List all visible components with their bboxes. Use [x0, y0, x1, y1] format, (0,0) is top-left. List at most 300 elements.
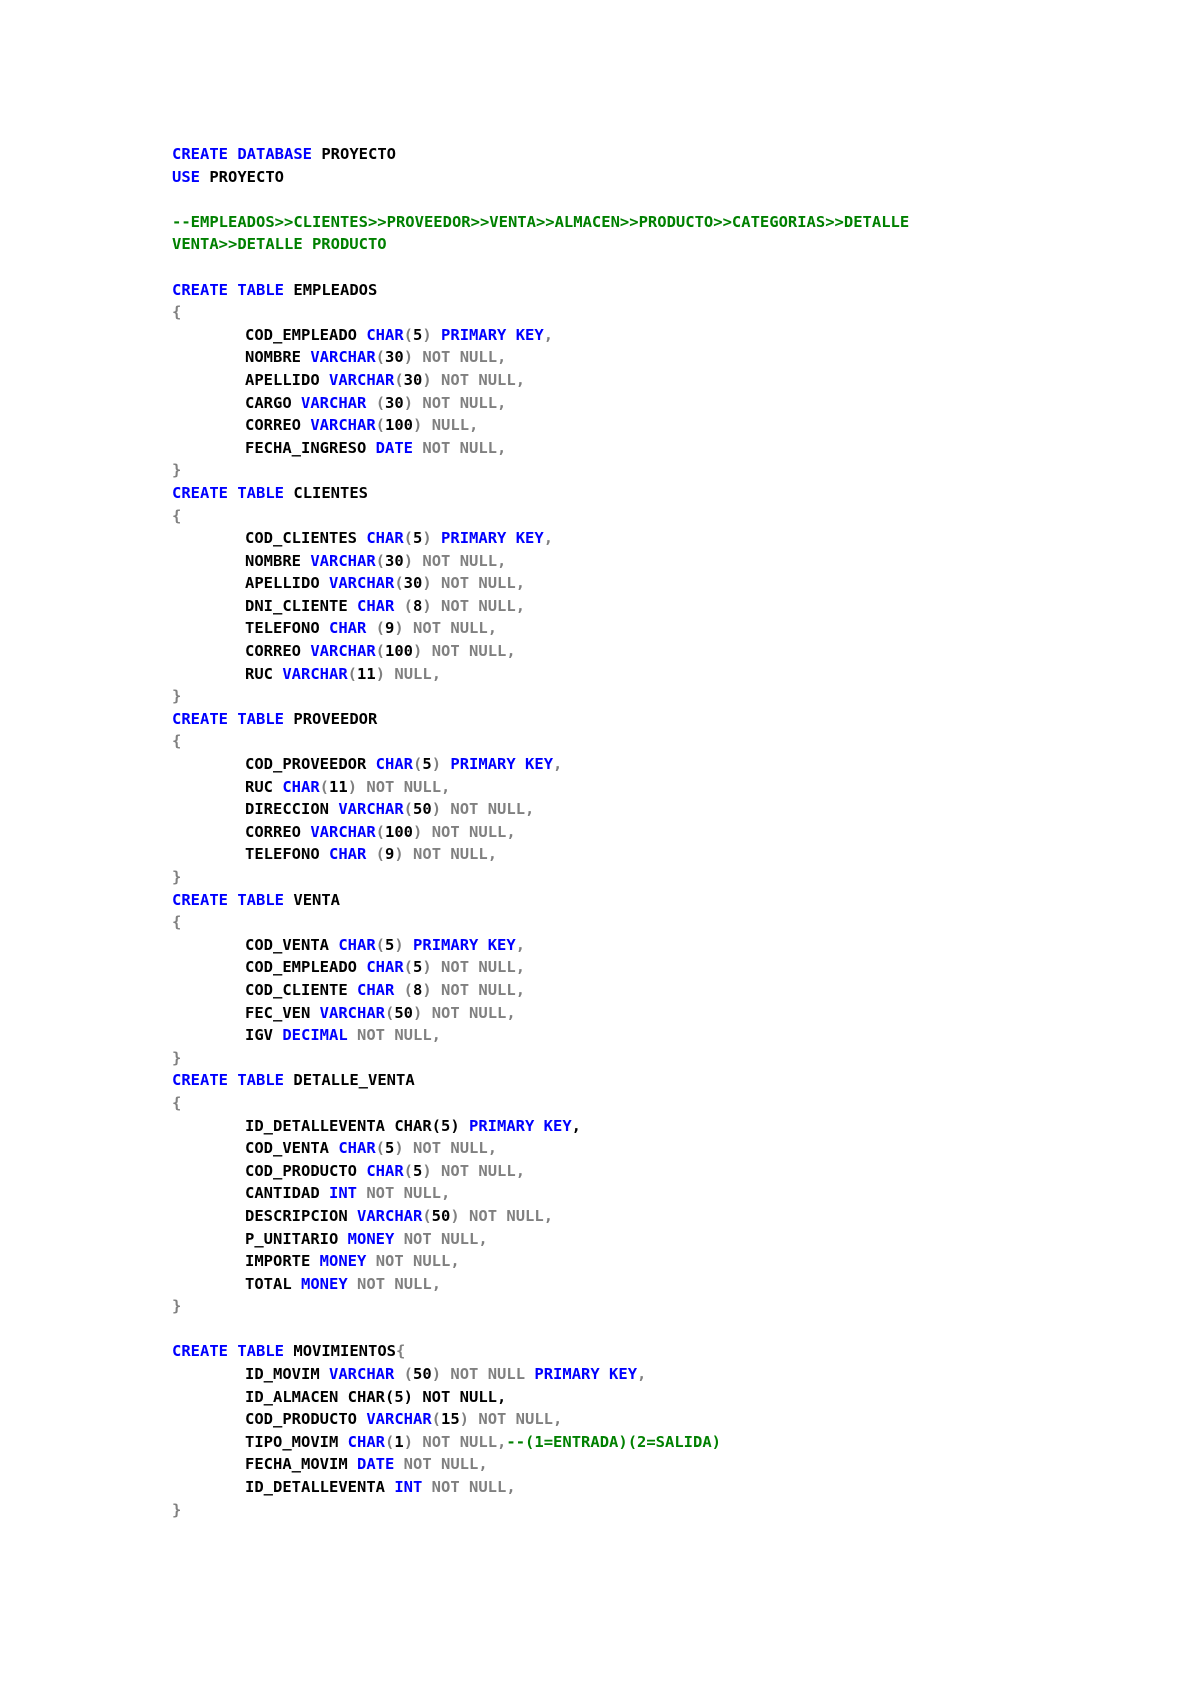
table-name: PROVEEDOR: [293, 709, 378, 728]
null-constraint: NOT NULL: [366, 777, 442, 796]
keyword: TABLE: [237, 483, 285, 502]
keyword: CHAR: [366, 325, 404, 344]
punctuation: ,: [441, 777, 451, 796]
punctuation: ): [459, 1410, 470, 1429]
size-value: 8: [413, 980, 423, 999]
punctuation: ): [403, 551, 414, 570]
punctuation: (: [375, 822, 386, 841]
column-name: COD_VENTA: [245, 935, 329, 954]
comment-line: --EMPLEADOS>>CLIENTES>>PROVEEDOR>>VENTA>>ALMACEN>>PRODUCTO>>CATEGORIAS>>DETALLE: [172, 212, 910, 231]
create-table-line: [172, 279, 1072, 302]
blank-line: [172, 256, 1072, 279]
punctuation: {: [396, 1342, 406, 1361]
column-line: [172, 414, 1072, 437]
keyword: VARCHAR: [366, 1410, 432, 1429]
keyword: VARCHAR: [310, 822, 376, 841]
punctuation: (: [403, 800, 414, 819]
null-constraint: NOT NULL: [413, 1139, 488, 1158]
column-name: IMPORTE: [245, 1252, 311, 1271]
column-name: TELEFONO: [245, 619, 320, 638]
size-value: 100: [385, 416, 414, 435]
column-name: ID_ALMACEN: [245, 1387, 339, 1406]
column-line: [172, 1137, 1072, 1160]
punctuation: ): [450, 1206, 460, 1225]
punctuation: (: [319, 777, 330, 796]
column-name: IGV: [245, 1026, 273, 1045]
size-value: 30: [385, 393, 404, 412]
keyword: KEY: [515, 325, 544, 344]
punctuation: ,: [543, 529, 554, 548]
punctuation: ,: [506, 642, 516, 661]
column-line: [172, 843, 1072, 866]
punctuation: (: [375, 551, 386, 570]
null-constraint: NULL: [431, 416, 470, 435]
column-line: [172, 1182, 1072, 1205]
column-name: RUC: [245, 664, 273, 683]
size-value: 30: [385, 348, 404, 367]
column-line: [172, 640, 1072, 663]
punctuation: ,: [497, 1432, 507, 1451]
brace-close: }: [172, 868, 182, 886]
size-value: 100: [385, 642, 414, 661]
keyword: CREATE: [172, 483, 228, 502]
size-value: 11: [357, 664, 376, 683]
column-line: [172, 1205, 1072, 1228]
keyword: CREATE: [172, 1071, 228, 1090]
punctuation: ,: [469, 416, 479, 435]
keyword: CREATE: [172, 890, 228, 909]
column-line: [172, 1431, 1072, 1454]
punctuation: ): [431, 800, 442, 819]
keyword: CHAR: [338, 1139, 376, 1158]
size-value: 1: [394, 1432, 404, 1451]
punctuation: ,: [637, 1365, 647, 1384]
size-value: 5: [385, 935, 395, 954]
punctuation: ): [394, 845, 404, 864]
inline-comment: --(1=ENTRADA)(2=SALIDA): [506, 1432, 722, 1451]
null-constraint: NOT NULL: [403, 1455, 479, 1474]
punctuation: ): [431, 1365, 442, 1384]
column-name: COD_PRODUCTO: [245, 1161, 357, 1180]
punctuation: ,: [515, 1161, 526, 1180]
column-name: APELLIDO: [245, 370, 320, 389]
keyword: PRIMARY: [441, 529, 507, 548]
punctuation: (: [375, 416, 386, 435]
punctuation: (: [385, 1432, 395, 1451]
size-value: 50: [413, 800, 432, 819]
size-value: 5: [413, 958, 423, 977]
keyword: VARCHAR: [357, 1206, 423, 1225]
null-constraint: NOT NULL: [357, 1274, 432, 1293]
punctuation: ,: [515, 958, 526, 977]
punctuation: ,: [515, 596, 526, 615]
size-value: 30: [403, 574, 423, 593]
keyword: CHAR: [375, 755, 413, 774]
null-constraint: NOT NULL: [441, 370, 516, 389]
brace-open: {: [172, 506, 182, 525]
punctuation: ): [413, 416, 423, 435]
punctuation: (: [403, 1365, 414, 1384]
column-name: COD_EMPLEADO: [245, 325, 357, 344]
column-line: [172, 1024, 1072, 1047]
create-table-line: [172, 1340, 1072, 1363]
size-value: 50: [431, 1206, 451, 1225]
column-name: COD_PRODUCTO: [245, 1410, 357, 1429]
punctuation: (: [403, 1161, 413, 1180]
punctuation: ,: [553, 755, 563, 774]
table-name: EMPLEADOS: [293, 280, 378, 299]
size-value: 8: [413, 596, 423, 615]
null-constraint: NOT NULL: [422, 348, 498, 367]
size-value: 50: [394, 1003, 414, 1022]
column-line: [172, 663, 1072, 686]
keyword: VARCHAR: [329, 574, 395, 593]
null-constraint: NOT NULL: [441, 958, 516, 977]
null-constraint: NOT NULL: [413, 845, 488, 864]
column-name: DNI_CLIENTE: [245, 596, 348, 615]
keyword: VARCHAR: [319, 1003, 385, 1022]
keyword: CHAR: [338, 935, 376, 954]
punctuation: ,: [543, 325, 554, 344]
brace-close: }: [172, 1048, 182, 1067]
column-line: [172, 572, 1072, 595]
column-line: [172, 437, 1072, 460]
punctuation: ,: [478, 1455, 488, 1474]
comment-line: VENTA>>DETALLE PRODUCTO: [172, 235, 387, 254]
null-constraint: NOT NULL: [422, 393, 498, 412]
column-name: NOMBRE: [245, 551, 301, 570]
punctuation: ): [422, 980, 432, 999]
keyword: PRIMARY: [413, 935, 479, 954]
punctuation: (: [375, 619, 386, 638]
column-name: FECHA_MOVIM: [245, 1455, 348, 1474]
null-constraint: NOT NULL: [431, 822, 507, 841]
column-name: TELEFONO: [245, 845, 320, 864]
punctuation: ): [413, 642, 423, 661]
table-name: DETALLE_VENTA: [293, 1071, 415, 1090]
code-token: NOT NULL: [422, 1387, 497, 1406]
punctuation: ): [394, 619, 404, 638]
database-name: PROYECTO: [321, 145, 396, 163]
size-value: 30: [403, 370, 423, 389]
punctuation: ,: [497, 348, 507, 367]
column-line: [172, 821, 1072, 844]
column-name: COD_CLIENTE: [245, 980, 348, 999]
punctuation: (: [403, 596, 414, 615]
column-line: [172, 527, 1072, 550]
punctuation: (: [431, 1410, 441, 1429]
null-constraint: NULL: [394, 664, 432, 683]
column-name: TIPO_MOVIM: [245, 1432, 339, 1451]
column-line: [172, 956, 1072, 979]
keyword: KEY: [543, 1116, 572, 1135]
punctuation: (: [394, 574, 404, 593]
keyword: CHAR: [329, 845, 367, 864]
column-line: [172, 392, 1072, 415]
column-name: RUC: [245, 777, 273, 796]
column-line: [172, 1408, 1072, 1431]
size-value: 5: [385, 1139, 395, 1158]
keyword: USE: [172, 167, 200, 186]
size-value: 5: [422, 755, 432, 774]
punctuation: ,: [487, 619, 498, 638]
punctuation: ,: [431, 664, 442, 683]
blank-line: [172, 188, 1072, 211]
punctuation: ,: [441, 1184, 451, 1203]
punctuation: (: [347, 664, 358, 683]
brace-close: }: [172, 1500, 182, 1519]
keyword: DATABASE: [237, 145, 312, 163]
null-constraint: NOT NULL: [422, 1432, 498, 1451]
column-line: [172, 1453, 1072, 1476]
keyword: TABLE: [237, 1342, 285, 1361]
punctuation: (: [403, 325, 413, 344]
punctuation: ): [403, 1432, 414, 1451]
null-constraint: NOT NULL: [441, 574, 516, 593]
punctuation: ,: [431, 1026, 442, 1045]
punctuation: ): [422, 529, 432, 548]
punctuation: ): [347, 777, 358, 796]
punctuation: ,: [515, 935, 526, 954]
column-line: [172, 369, 1072, 392]
column-line: ID_DETALLEVENTA CHAR(5) PRIMARY KEY,: [245, 1116, 582, 1135]
keyword: CREATE: [172, 1342, 228, 1361]
null-constraint: NOT NULL: [375, 1252, 451, 1271]
size-value: 9: [385, 845, 395, 864]
keyword: PRIMARY: [469, 1116, 535, 1135]
punctuation: ): [422, 325, 432, 344]
keyword: TABLE: [237, 890, 285, 909]
keyword: CHAR: [357, 980, 395, 999]
null-constraint: NOT NULL: [357, 1026, 432, 1045]
size-value: 50: [413, 1365, 432, 1384]
column-line: [172, 1250, 1072, 1273]
column-line: [172, 934, 1072, 957]
null-constraint: NOT NULL: [422, 551, 498, 570]
punctuation: (: [413, 755, 423, 774]
keyword: PRIMARY: [441, 325, 507, 344]
keyword: INT: [394, 1478, 423, 1497]
null-constraint: NOT NULL: [450, 1365, 526, 1384]
keyword: KEY: [609, 1365, 638, 1384]
null-constraint: NOT NULL: [431, 1003, 507, 1022]
keyword: DATE: [375, 438, 413, 457]
blank-line: [172, 1318, 1072, 1341]
punctuation: (: [375, 393, 386, 412]
keyword: MONEY: [301, 1274, 348, 1293]
null-constraint: NOT NULL: [441, 596, 516, 615]
column-line: [172, 550, 1072, 573]
null-constraint: NOT NULL: [422, 438, 497, 457]
create-database-line: [172, 143, 1072, 166]
punctuation: ): [394, 1139, 404, 1158]
size-value: 30: [385, 551, 404, 570]
column-name: CORREO: [245, 416, 301, 435]
punctuation: ): [394, 935, 404, 954]
brace-open: {: [172, 303, 182, 322]
null-constraint: NOT NULL: [403, 1229, 479, 1248]
keyword: TABLE: [237, 280, 285, 299]
punctuation: ): [403, 393, 414, 412]
punctuation: ): [422, 958, 432, 977]
keyword: VARCHAR: [282, 664, 348, 683]
keyword: CHAR: [329, 619, 367, 638]
null-constraint: NOT NULL: [413, 619, 488, 638]
null-constraint: NOT NULL: [450, 800, 526, 819]
brace-close: }: [172, 1297, 182, 1316]
column-line: [172, 1002, 1072, 1025]
keyword: CHAR: [347, 1432, 385, 1451]
keyword: TABLE: [237, 1071, 285, 1090]
sql-code-block: [172, 143, 1072, 1521]
keyword: KEY: [487, 935, 516, 954]
keyword: CHAR: [357, 596, 395, 615]
punctuation: ,: [543, 1206, 554, 1225]
column-line: [172, 595, 1072, 618]
create-table-line: [172, 889, 1072, 912]
column-name: FEC_VEN: [245, 1003, 311, 1022]
punctuation: (: [403, 958, 413, 977]
size-value: 11: [329, 777, 348, 796]
code-token: CHAR(5): [394, 1116, 460, 1135]
null-constraint: NOT NULL: [469, 1206, 544, 1225]
punctuation: ,: [431, 1274, 442, 1293]
column-line: [172, 617, 1072, 640]
column-name: CANTIDAD: [245, 1184, 320, 1203]
keyword: MONEY: [319, 1252, 367, 1271]
punctuation: (: [375, 642, 386, 661]
punctuation: ,: [515, 980, 526, 999]
column-line: [172, 1476, 1072, 1499]
punctuation: ,: [497, 551, 507, 570]
punctuation: ,: [515, 370, 526, 389]
code-token: CHAR(5): [347, 1387, 413, 1406]
column-line: [172, 346, 1072, 369]
punctuation: ,: [487, 845, 498, 864]
keyword: VARCHAR: [329, 1365, 395, 1384]
column-line: [172, 1273, 1072, 1296]
keyword: KEY: [515, 529, 544, 548]
database-name: PROYECTO: [209, 167, 284, 186]
keyword: VARCHAR: [310, 416, 376, 435]
keyword: TABLE: [237, 709, 285, 728]
keyword: VARCHAR: [310, 551, 376, 570]
column-line: [172, 979, 1072, 1002]
punctuation: (: [375, 1139, 386, 1158]
null-constraint: NOT NULL: [431, 1478, 507, 1497]
punctuation: ,: [497, 438, 507, 457]
keyword: CREATE: [172, 280, 228, 299]
keyword: CREATE: [172, 145, 228, 163]
punctuation: ,: [506, 1478, 516, 1497]
keyword: VARCHAR: [310, 348, 376, 367]
punctuation: ,: [450, 1252, 460, 1271]
column-name: ID_DETALLEVENTA: [245, 1116, 385, 1135]
punctuation: ,: [487, 1139, 498, 1158]
size-value: 100: [385, 822, 414, 841]
keyword: PRIMARY: [534, 1365, 600, 1384]
brace-open: {: [172, 732, 182, 751]
column-name: ID_MOVIM: [245, 1365, 320, 1384]
keyword: CREATE: [172, 709, 228, 728]
punctuation: (: [403, 529, 413, 548]
null-constraint: NOT NULL: [478, 1410, 554, 1429]
size-value: 5: [413, 529, 423, 548]
punctuation: ): [422, 1161, 432, 1180]
column-name: CORREO: [245, 642, 301, 661]
null-constraint: NOT NULL: [431, 642, 507, 661]
create-table-line: [172, 708, 1072, 731]
table-name: CLIENTES: [293, 483, 369, 502]
column-name: COD_PROVEEDOR: [245, 755, 367, 774]
null-constraint: NOT NULL: [366, 1184, 441, 1203]
keyword: VARCHAR: [301, 393, 367, 412]
size-value: 15: [441, 1410, 460, 1429]
null-constraint: NOT NULL: [441, 980, 516, 999]
size-value: 9: [385, 619, 395, 638]
column-line: [172, 1363, 1072, 1386]
column-name: NOMBRE: [245, 348, 301, 367]
punctuation: (: [375, 935, 386, 954]
punctuation: ): [375, 664, 386, 683]
punctuation: (: [375, 845, 386, 864]
column-name: DIRECCION: [245, 800, 329, 819]
punctuation: ,: [497, 393, 507, 412]
table-name: MOVIMIENTOS: [293, 1342, 397, 1361]
keyword: CHAR: [282, 777, 320, 796]
column-name: P_UNITARIO: [245, 1229, 339, 1248]
brace-close: }: [172, 687, 182, 706]
brace-close: }: [172, 461, 182, 480]
column-name: DESCRIPCION: [245, 1206, 348, 1225]
keyword: VARCHAR: [329, 370, 395, 389]
punctuation: (: [403, 980, 414, 999]
column-name: COD_VENTA: [245, 1139, 329, 1158]
size-value: 5: [413, 325, 423, 344]
punctuation: (: [385, 1003, 395, 1022]
punctuation: ): [403, 348, 414, 367]
create-table-line: [172, 482, 1072, 505]
keyword: KEY: [525, 755, 554, 774]
keyword: CHAR: [366, 1161, 404, 1180]
column-line: [172, 798, 1072, 821]
keyword: DECIMAL: [282, 1026, 348, 1045]
column-name: COD_EMPLEADO: [245, 958, 357, 977]
punctuation: ): [422, 574, 432, 593]
column-line: [172, 1228, 1072, 1251]
punctuation: ): [431, 755, 442, 774]
use-database-line: [172, 166, 1072, 189]
create-table-line: [172, 1069, 1072, 1092]
punctuation: ): [422, 370, 432, 389]
column-line: [172, 324, 1072, 347]
brace-open: {: [172, 1093, 182, 1112]
keyword: DATE: [357, 1455, 395, 1474]
keyword: MONEY: [347, 1229, 395, 1248]
punctuation: (: [422, 1206, 432, 1225]
column-name: APELLIDO: [245, 574, 320, 593]
punctuation: ,: [525, 800, 535, 819]
column-name: FECHA_INGRESO: [245, 438, 367, 457]
null-constraint: NOT NULL: [441, 1161, 516, 1180]
punctuation: (: [375, 348, 386, 367]
column-name: COD_CLIENTES: [245, 529, 357, 548]
keyword: CHAR: [366, 958, 404, 977]
keyword: VARCHAR: [338, 800, 404, 819]
column-line: ID_ALMACEN CHAR(5) NOT NULL,: [245, 1387, 507, 1406]
column-line: [172, 776, 1072, 799]
column-line: [172, 1160, 1072, 1183]
